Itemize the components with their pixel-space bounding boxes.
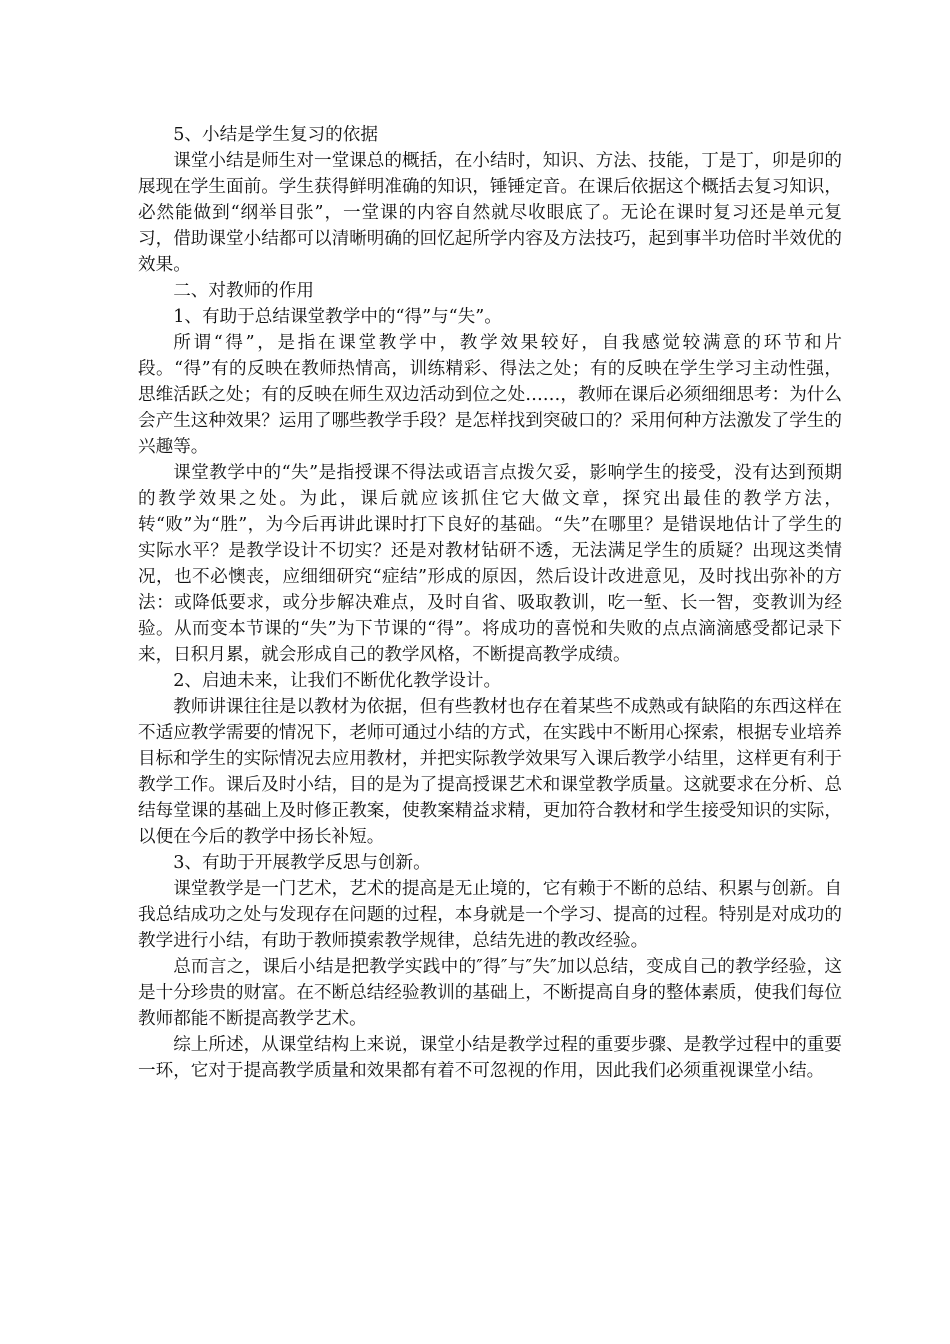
paragraph-review-basis: 课堂小结是师生对一堂课总的概括，在小结时，知识、方法、技能，丁是丁，卯是卯的展现在学生面前。学生获得鲜明准确的知识，锤锤定音。在课后依据这个概括去复习知识，必然能做到“纲举目张”，一堂课的内容自然就尽收眼底了。无论在课时复习还是单元复习，借助课堂小结都可以清晰明确的回忆起所学内容及方法技巧，起到事半功倍时半效优的效果。 xyxy=(138,151,842,275)
section-heading-review-basis: 5、小结是学生复习的依据 xyxy=(173,125,378,145)
paragraph-optimize-design: 教师讲课往往是以教材为依据，但有些教材也存在着某些不成熟或有缺陷的东西这样在不适应教学需要的情况下，老师可通过小结的方式，在实践中不断用心探索，根据专业培养目标和学生的实际情况去应用教材，并把实际教学效果写入课后教学小结里，这样更有利于教学工作。课后及时小结，目的是为了提高授课艺术和课堂教学质量。这就要求在分析、总结每堂课的基础上及时修正教案，使教案精益求精，更加符合教材和学生接受知识的实际，以便在今后的教学中扬长补短。 xyxy=(138,697,842,847)
subheading-optimize-design: 2、启迪未来，让我们不断优化教学设计。 xyxy=(173,671,502,691)
paragraph-reflection-innovation: 课堂教学是一门艺术，艺术的提高是无止境的，它有赖于不断的总结、积累与创新。自我总结成功之处与发现存在问题的过程，本身就是一个学习、提高的过程。特别是对成功的教学进行小结，有助于教师摸索教学规律，总结先进的教改经验。 xyxy=(138,879,842,951)
subheading-reflection-innovation: 3、有助于开展教学反思与创新。 xyxy=(173,853,431,873)
paragraph-conclusion: 综上所述，从课堂结构上来说，课堂小结是教学过程的重要步骤、是教学过程中的重要一环，它对于提高教学质量和效果都有着不可忽视的作用，因此我们必须重视课堂小结。 xyxy=(138,1035,842,1081)
subheading-gain-and-loss: 1、有助于总结课堂教学中的“得”与“失”。 xyxy=(173,307,502,327)
section-heading-teacher-role: 二、对教师的作用 xyxy=(173,281,314,301)
paragraph-loss: 课堂教学中的“失”是指授课不得法或语言点拨欠妥，影响学生的接受，没有达到预期的教学效果之处。为此，课后就应该抓住它大做文章，探究出最佳的教学方法，转“败”为“胜”，为今后再讲此课时打下良好的基础。“失”在哪里？是错误地估计了学生的实际水平？是教学设计不切实？还是对教材钻研不透，无法满足学生的质疑？出现这类情况，也不必懊丧，应细细研究“症结”形成的原因，然后设计改进意见，及时找出弥补的方法：或降低要求，或分步解决难点，及时自省、吸取教训，吃一堑、长一智，变教训为经验。从而变本节课的“失”为下节课的“得”。将成功的喜悦和失败的点点滴滴感受都记录下来，日积月累，就会形成自己的教学风格，不断提高教学成绩。 xyxy=(138,463,842,665)
document-page xyxy=(138,122,842,1084)
paragraph-gain: 所谓“得”，是指在课堂教学中，教学效果较好，自我感觉较满意的环节和片段。“得”有的反映在教师热情高，训练精彩、得法之处；有的反映在学生学习主动性强，思维活跃之处；有的反映在师生双边活动到位之处……，教师在课后必须细细思考：为什么会产生这种效果？运用了哪些教学手段？是怎样找到突破口的？采用何种方法激发了学生的兴趣等。 xyxy=(138,333,842,457)
paragraph-in-summary: 总而言之，课后小结是把教学实践中的″得″与″失″加以总结，变成自己的教学经验，这是十分珍贵的财富。在不断总结经验教训的基础上，不断提高自身的整体素质，使我们每位教师都能不断提高教学艺术。 xyxy=(138,957,842,1029)
